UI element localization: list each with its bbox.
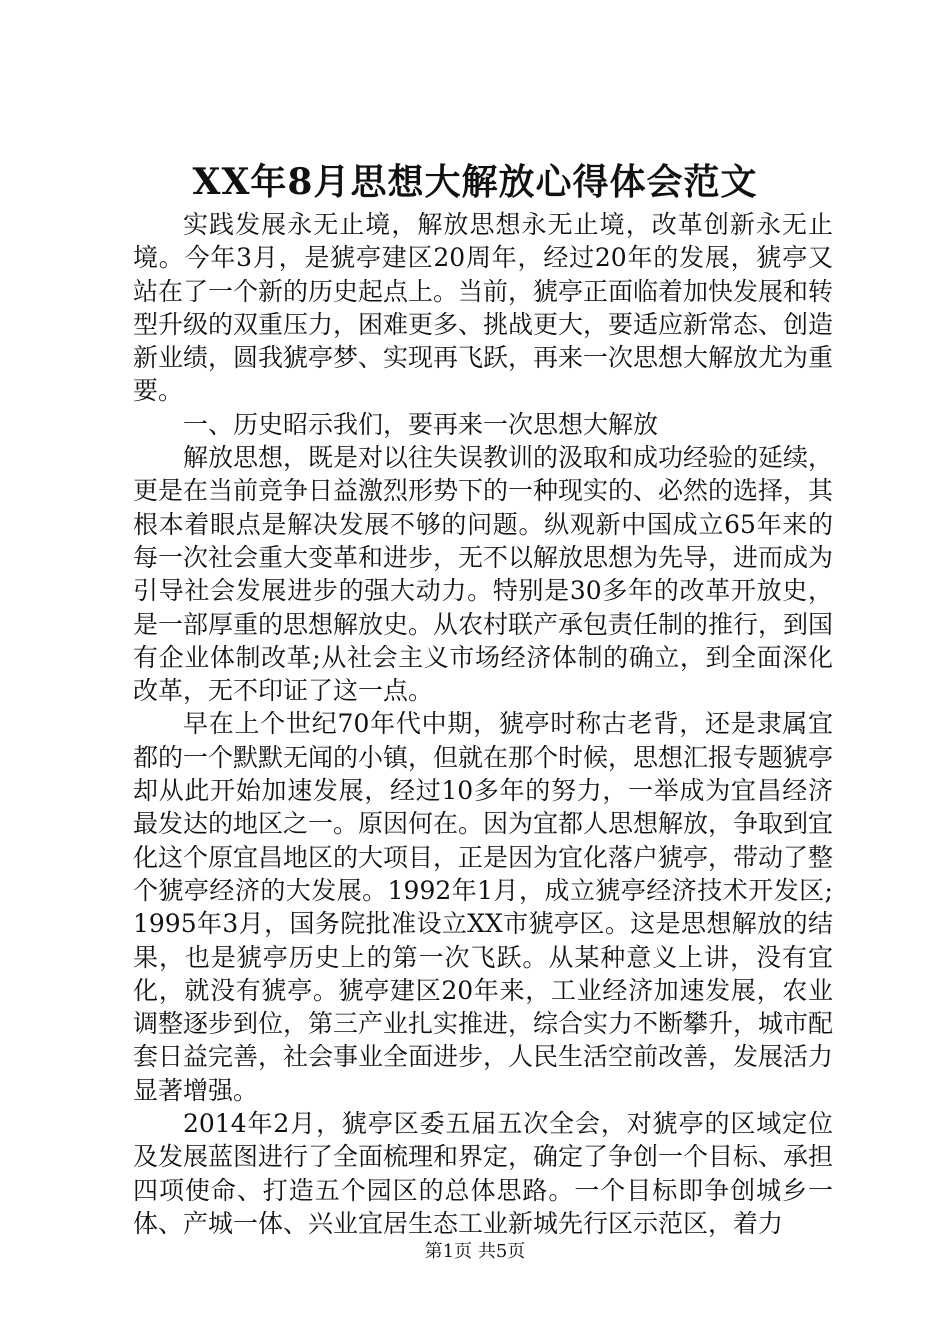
paragraph-history: 解放思想，既是对以往失误教训的汲取和成功经验的延续，更是在当前竞争日益激烈形势下的一种现实的、必然的选择，其根本着眼点是解决发展不够的问题。纵观新中国成立65年来的每一次社会重大变革和进步，无不以解放思想为先导，进而成为引导社会发展进步的强大动力。特别是30多年的改革开放史，是一部厚重的思想解放史。从农村联产承包责任制的推行，到国有企业体制改革;从社会主义市场经济体制的确立，到全面深化改革，无不印证了这一点。 bbox=[133, 443, 834, 706]
section-heading-1: 一、历史昭示我们，要再来一次思想大解放 bbox=[183, 409, 659, 439]
paragraph-xiaoting-development: 早在上个世纪70年代中期，猇亭时称古老背，还是隶属宜都的一个默默无闻的小镇，但就在那个时候，思想汇报专题猇亭却从此开始加速发展，经过10多年的努力，一举成为宜昌经济最发达的地区之一。原因何在。因为宜都人思想解放，争取到宜化这个原宜昌地区的大项目，正是因为宜化落户猇亭，带动了整个猇亭经济的大发展。1992年1月，成立猇亭经济技术开发区;1995年3月，国务院批准设立XX市猇亭区。这是思想解放的结果，也是猇亭历史上的第一次飞跃。从某种意义上讲，没有宜化，就没有猇亭。猇亭建区20年来，工业经济加速发展，农业调整逐步到位，第三产业扎实推进，综合实力不断攀升，城市配套日益完善，社会事业全面进步，人民生活空前改善，发展活力显著增强。 bbox=[133, 709, 834, 1105]
paragraph-2014-plan: 2014年2月，猇亭区委五届五次全会，对猇亭的区域定位及发展蓝图进行了全面梳理和界定，确定了争创一个目标、承担四项使命、打造五个园区的总体思路。一个目标即争创城乡一体、产城一体、兴业宜居生态工业新城先行区示范区，着力 bbox=[133, 1109, 834, 1238]
document-title: XX年8月思想大解放心得体会范文 bbox=[192, 161, 758, 203]
page-number-footer: 第1页 共5页 bbox=[424, 1241, 526, 1262]
document-body bbox=[133, 208, 833, 1240]
paragraph-intro: 实践发展永无止境，解放思想永无止境，改革创新永无止境。今年3月，是猇亭建区20周年，经过20年的发展，猇亭又站在了一个新的历史起点上。当前，猇亭正面临着加快发展和转型升级的双重压力，困难更多、挑战更大，要适应新常态、创造新业绩，圆我猇亭梦、实现再飞跃，再来一次思想大解放尤为重要。 bbox=[133, 210, 834, 406]
